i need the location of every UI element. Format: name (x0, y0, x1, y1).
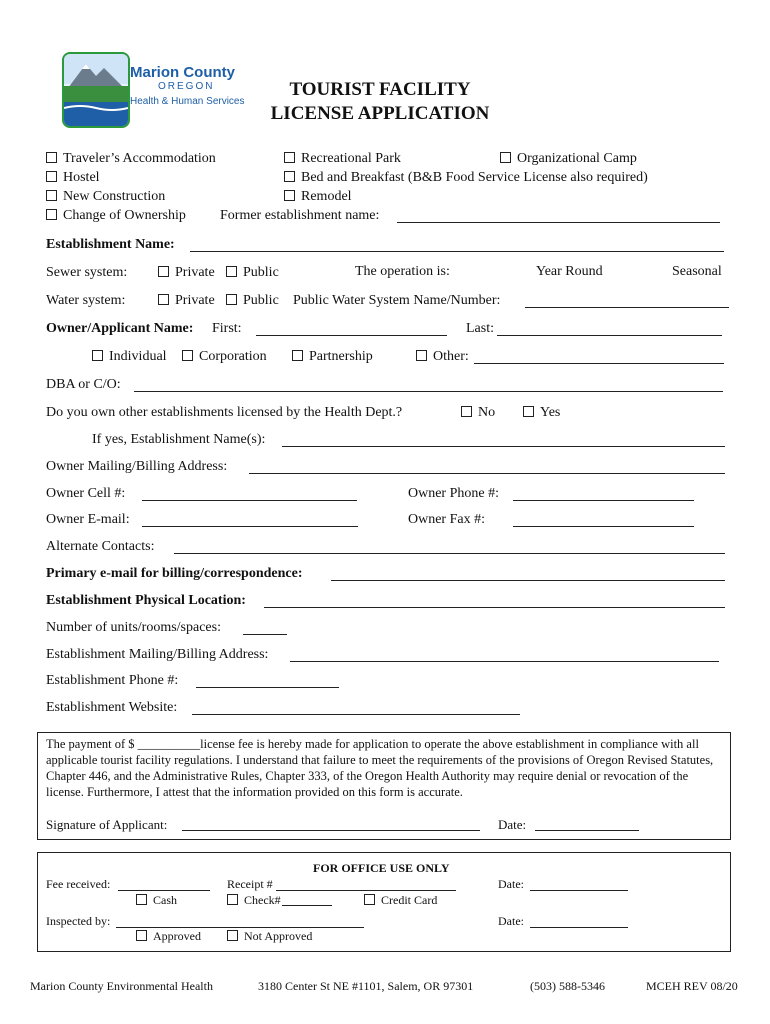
office-date-field-1[interactable] (530, 890, 628, 891)
mountain-logo-icon (64, 54, 128, 126)
title-line-1: TOURIST FACILITY (289, 79, 471, 100)
establishment-mailing-label: Establishment Mailing/Billing Address: (46, 647, 269, 662)
checkbox-partnership[interactable] (292, 349, 373, 365)
checkbox-icon[interactable] (136, 894, 147, 905)
page-title (250, 78, 510, 126)
title-line-2: LICENSE APPLICATION (270, 103, 490, 124)
checkbox-check[interactable] (227, 893, 281, 908)
office-use-title: FOR OFFICE USE ONLY (313, 861, 450, 875)
checkbox-new-construction[interactable] (46, 189, 165, 205)
owner-cell-field[interactable] (142, 500, 357, 501)
signature-date-field[interactable] (535, 830, 639, 831)
attestation-box (37, 732, 731, 840)
sewer-system-label: Sewer system: (46, 265, 128, 280)
establishment-name-field[interactable] (190, 251, 724, 252)
checkbox-hostel[interactable] (46, 170, 100, 186)
footer-phone: (503) 588-5346 (530, 979, 605, 993)
owner-cell-label: Owner Cell #: (46, 486, 126, 501)
checkbox-icon[interactable] (46, 209, 57, 220)
owner-email-label: Owner E-mail: (46, 512, 130, 527)
checkbox-label: Approved (153, 929, 201, 943)
owner-email-field[interactable] (142, 526, 358, 527)
owner-phone-field[interactable] (513, 500, 694, 501)
checkbox-icon[interactable] (158, 266, 169, 277)
other-field[interactable] (474, 363, 724, 364)
establishment-phone-label: Establishment Phone #: (46, 673, 179, 688)
checkbox-icon[interactable] (227, 930, 238, 941)
checkbox-label: Public (243, 265, 279, 280)
office-date-label-2: Date: (498, 914, 524, 928)
checkbox-organizational-camp[interactable] (500, 151, 637, 167)
alternate-contacts-field[interactable] (174, 553, 725, 554)
checkbox-label: Credit Card (381, 893, 438, 907)
checkbox-label: New Construction (63, 189, 166, 204)
checkbox-icon[interactable] (500, 152, 511, 163)
checkbox-approved[interactable] (136, 929, 201, 944)
checkbox-travelers-accommodation[interactable] (46, 151, 216, 167)
receipt-field[interactable] (276, 890, 456, 891)
units-label: Number of units/rooms/spaces: (46, 620, 221, 635)
establishment-mailing-field[interactable] (290, 661, 719, 662)
if-yes-field[interactable] (282, 446, 725, 447)
units-field[interactable] (243, 634, 287, 635)
signature-date-label: Date: (498, 817, 527, 832)
checkbox-icon[interactable] (158, 294, 169, 305)
checkbox-label: Organizational Camp (517, 151, 637, 166)
owner-phone-label: Owner Phone #: (408, 486, 499, 501)
owner-name-label: Owner/Applicant Name: (46, 321, 194, 336)
logo-state: OREGON (158, 81, 215, 92)
checkbox-icon[interactable] (227, 894, 238, 905)
checkbox-change-of-ownership[interactable] (46, 208, 186, 224)
checkbox-cash[interactable] (136, 893, 177, 908)
checkbox-water-private[interactable] (158, 293, 215, 309)
logo-brand: Marion County (130, 64, 235, 81)
checkbox-individual[interactable] (92, 349, 167, 365)
checkbox-icon[interactable] (226, 266, 237, 277)
public-water-label: Public Water System Name/Number: (293, 293, 501, 308)
option-seasonal[interactable]: Seasonal (672, 264, 722, 279)
office-date-field-2[interactable] (530, 927, 628, 928)
checkbox-no[interactable] (461, 405, 495, 421)
checkbox-sewer-public[interactable] (226, 265, 279, 281)
owner-mailing-field[interactable] (249, 473, 725, 474)
water-system-label: Water system: (46, 293, 126, 308)
checkbox-label: Other: (433, 349, 469, 364)
checkbox-label: Partnership (309, 349, 373, 364)
if-yes-label: If yes, Establishment Name(s): (92, 432, 266, 447)
fee-received-label: Fee received: (46, 877, 111, 891)
logo-subtitle: Health & Human Services (130, 96, 245, 107)
logo-mark (62, 52, 130, 128)
checkbox-credit-card[interactable] (364, 893, 437, 908)
checkbox-bed-and-breakfast[interactable] (284, 170, 648, 186)
footer-address: 3180 Center St NE #1101, Salem, OR 97301 (258, 979, 474, 993)
office-date-label-1: Date: (498, 877, 524, 891)
checkbox-icon[interactable] (226, 294, 237, 305)
other-establishments-question: Do you own other establishments licensed by the Health Dept.? (46, 405, 403, 420)
checkbox-label: Yes (540, 405, 561, 420)
establishment-name-label: Establishment Name: (46, 237, 175, 252)
checkbox-icon[interactable] (284, 152, 295, 163)
owner-fax-field[interactable] (513, 526, 694, 527)
dba-field[interactable] (134, 391, 723, 392)
checkbox-label: Hostel (63, 170, 100, 185)
owner-mailing-label: Owner Mailing/Billing Address: (46, 459, 228, 474)
first-name-label: First: (212, 321, 242, 336)
checkbox-label: No (478, 405, 496, 420)
signature-field[interactable] (182, 830, 480, 831)
office-use-box (37, 852, 731, 952)
physical-location-label: Establishment Physical Location: (46, 593, 246, 608)
checkbox-label: Not Approved (244, 929, 313, 943)
checkbox-icon[interactable] (416, 350, 427, 361)
primary-email-field[interactable] (331, 580, 725, 581)
checkbox-label: Change of Ownership (63, 208, 186, 223)
checkbox-icon[interactable] (46, 190, 57, 201)
alternate-contacts-label: Alternate Contacts: (46, 539, 155, 554)
checkbox-icon[interactable] (523, 406, 534, 417)
checkbox-label: Cash (153, 893, 177, 907)
inspected-by-label: Inspected by: (46, 914, 111, 928)
former-establishment-label: Former establishment name: (220, 208, 380, 223)
checkbox-icon[interactable] (292, 350, 303, 361)
checkbox-label: Corporation (199, 349, 267, 364)
checkbox-label: Check# (244, 893, 281, 907)
primary-email-label: Primary e-mail for billing/correspondence: (46, 566, 303, 581)
checkbox-label: Bed and Breakfast (B&B Food Service License also required) (301, 170, 648, 185)
checkbox-label: Public (243, 293, 279, 308)
checkbox-corporation[interactable] (182, 349, 267, 365)
checkbox-icon[interactable] (92, 350, 103, 361)
checkbox-other[interactable] (416, 349, 469, 365)
checkbox-icon[interactable] (461, 406, 472, 417)
attestation-text: The payment of $ __________license fee is hereby made for application to operate the above establishment in compliance with all applicable tourist facility regulations. I understand that failure to meet the requirements of the provisions of Oregon Revised Statutes, Chapter 446, and the Administrative Rules, Chapter 333, of the Oregon Health Authority may require denial or revocation of the license. Furthermore, I attest that the information provided on this form is accurate. (46, 737, 714, 799)
last-name-label: Last: (466, 321, 494, 336)
receipt-label: Receipt # (227, 877, 273, 891)
checkbox-remodel[interactable] (284, 189, 352, 205)
inspected-by-field[interactable] (116, 927, 364, 928)
checkbox-label: Private (175, 293, 215, 308)
dba-label: DBA or C/O: (46, 377, 121, 392)
checkbox-icon[interactable] (46, 171, 57, 182)
checkbox-icon[interactable] (364, 894, 375, 905)
former-establishment-field[interactable] (397, 222, 720, 223)
fee-received-field[interactable] (118, 890, 210, 891)
physical-location-field[interactable] (264, 607, 725, 608)
signature-label: Signature of Applicant: (46, 817, 168, 832)
establishment-phone-field[interactable] (196, 687, 339, 688)
first-name-field[interactable] (256, 335, 447, 336)
establishment-website-label: Establishment Website: (46, 700, 178, 715)
checkbox-water-public[interactable] (226, 293, 279, 309)
footer-org: Marion County Environmental Health (30, 979, 213, 993)
operation-label: The operation is: (355, 264, 450, 279)
public-water-field[interactable] (525, 307, 729, 308)
checkbox-recreational-park[interactable] (284, 151, 401, 167)
footer-revision: MCEH REV 08/20 (646, 979, 738, 993)
checkbox-icon[interactable] (136, 930, 147, 941)
checkbox-icon[interactable] (182, 350, 193, 361)
checkbox-label: Remodel (301, 189, 352, 204)
checkbox-sewer-private[interactable] (158, 265, 215, 281)
option-year-round[interactable]: Year Round (536, 264, 603, 279)
checkbox-not-approved[interactable] (227, 929, 312, 944)
check-number-field[interactable] (282, 905, 332, 906)
checkbox-label: Private (175, 265, 215, 280)
checkbox-label: Traveler’s Accommodation (63, 151, 216, 166)
checkbox-icon[interactable] (46, 152, 57, 163)
last-name-field[interactable] (497, 335, 722, 336)
checkbox-icon[interactable] (284, 190, 295, 201)
owner-fax-label: Owner Fax #: (408, 512, 485, 527)
checkbox-yes[interactable] (523, 405, 560, 421)
establishment-website-field[interactable] (192, 714, 520, 715)
checkbox-label: Recreational Park (301, 151, 401, 166)
checkbox-label: Individual (109, 349, 167, 364)
checkbox-icon[interactable] (284, 171, 295, 182)
